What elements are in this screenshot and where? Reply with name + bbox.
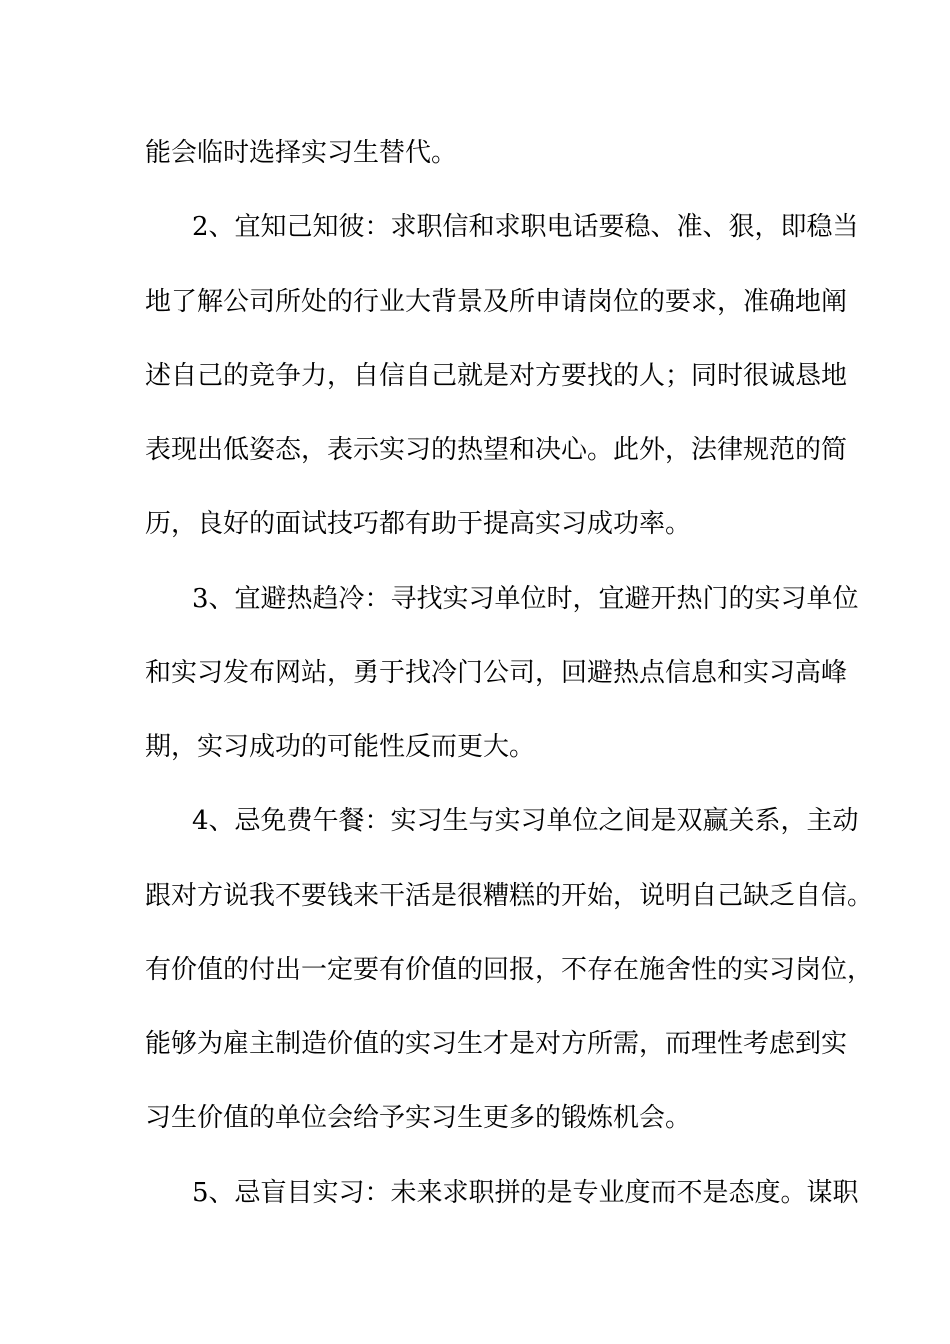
paragraph-line: 2、宜知己知彼：求职信和求职电话要稳、准、狠，即稳当 [192, 212, 859, 242]
paragraph-line: 地了解公司所处的行业大背景及所申请岗位的要求，准确地阐 [145, 287, 848, 317]
paragraph-line: 期，实习成功的可能性反而更大。 [145, 732, 536, 762]
paragraph-line: 表现出低姿态，表示实习的热望和决心。此外，法律规范的简 [145, 435, 848, 465]
paragraph-line: 3、宜避热趋冷：寻找实习单位时，宜避开热门的实习单位 [192, 584, 859, 614]
paragraph-line: 和实习发布网站，勇于找冷门公司，回避热点信息和实习高峰 [145, 658, 848, 688]
paragraph-line: 习生价值的单位会给予实习生更多的锻炼机会。 [145, 1103, 692, 1133]
paragraph-line: 跟对方说我不要钱来干活是很糟糕的开始，说明自己缺乏自信。 [145, 881, 874, 911]
paragraph-line: 能够为雇主制造价值的实习生才是对方所需，而理性考虑到实 [145, 1029, 848, 1059]
paragraph-line: 能会临时选择实习生替代。 [145, 138, 458, 168]
paragraph-line: 有价值的付出一定要有价值的回报，不存在施舍性的实习岗位， [145, 955, 874, 985]
paragraph-line: 4、忌免费午餐：实习生与实习单位之间是双赢关系，主动 [192, 806, 859, 836]
paragraph-line: 历，良好的面试技巧都有助于提高实习成功率。 [145, 509, 692, 539]
paragraph-line: 5、忌盲目实习：未来求职拼的是专业度而不是态度。谋职 [192, 1178, 859, 1208]
paragraph-line: 述自己的竞争力，自信自己就是对方要找的人；同时很诚恳地 [145, 361, 848, 391]
